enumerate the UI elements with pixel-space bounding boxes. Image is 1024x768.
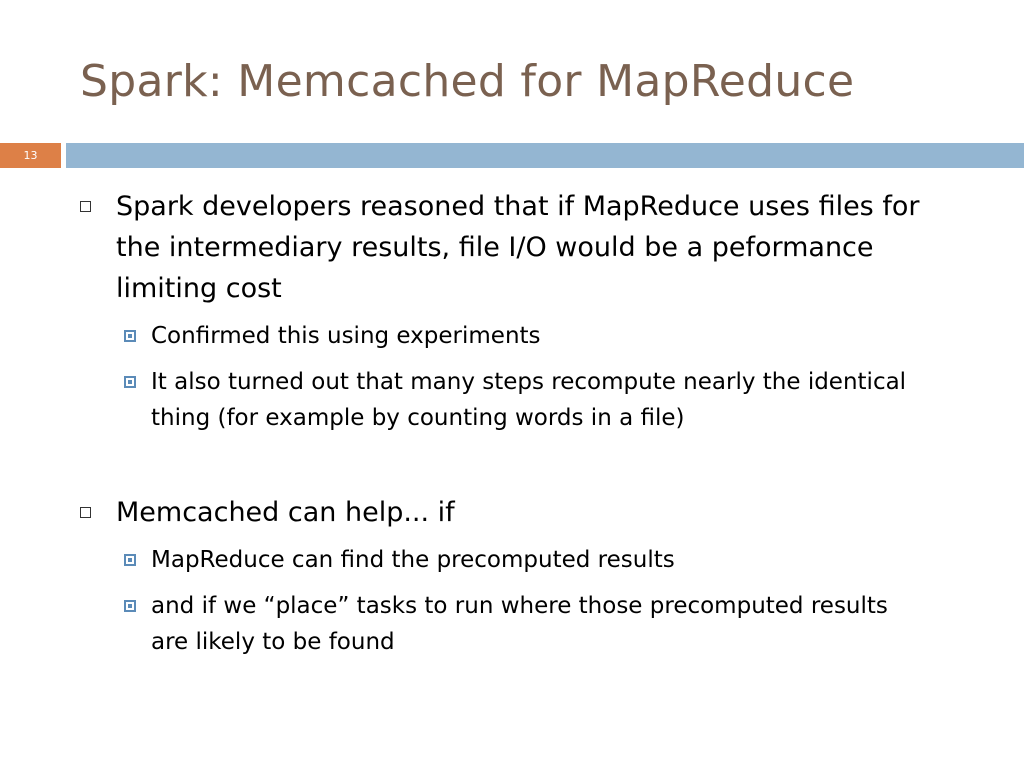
bullet-text: Memcached can help... if: [116, 497, 455, 528]
slide-number: 13: [0, 143, 61, 168]
square-sub-bullet-icon: [124, 554, 136, 566]
header-rule: [0, 143, 1024, 168]
sub-bullet-text: MapReduce can find the precomputed results: [151, 547, 675, 573]
slide-title: Spark: Memcached for MapReduce: [80, 56, 855, 107]
square-sub-bullet-icon: [124, 600, 136, 612]
square-bullet-icon: [80, 201, 91, 212]
accent-bar: [66, 143, 1024, 168]
sub-bullet-text: It also turned out that many steps recompute nearly the identical thing (for example by counting words in a file): [151, 369, 907, 431]
square-bullet-icon: [80, 507, 91, 518]
sub-bullet-text: Confirmed this using experiments: [151, 323, 541, 349]
sub-bullet-text: and if we “place” tasks to run where those precomputed results are likely to be found: [151, 593, 888, 655]
square-sub-bullet-icon: [124, 376, 136, 388]
bullet-text: Spark developers reasoned that if MapReduce uses files for the intermediary results, file I/O would be a peformance limiting cost: [116, 191, 920, 304]
square-sub-bullet-icon: [124, 330, 136, 342]
